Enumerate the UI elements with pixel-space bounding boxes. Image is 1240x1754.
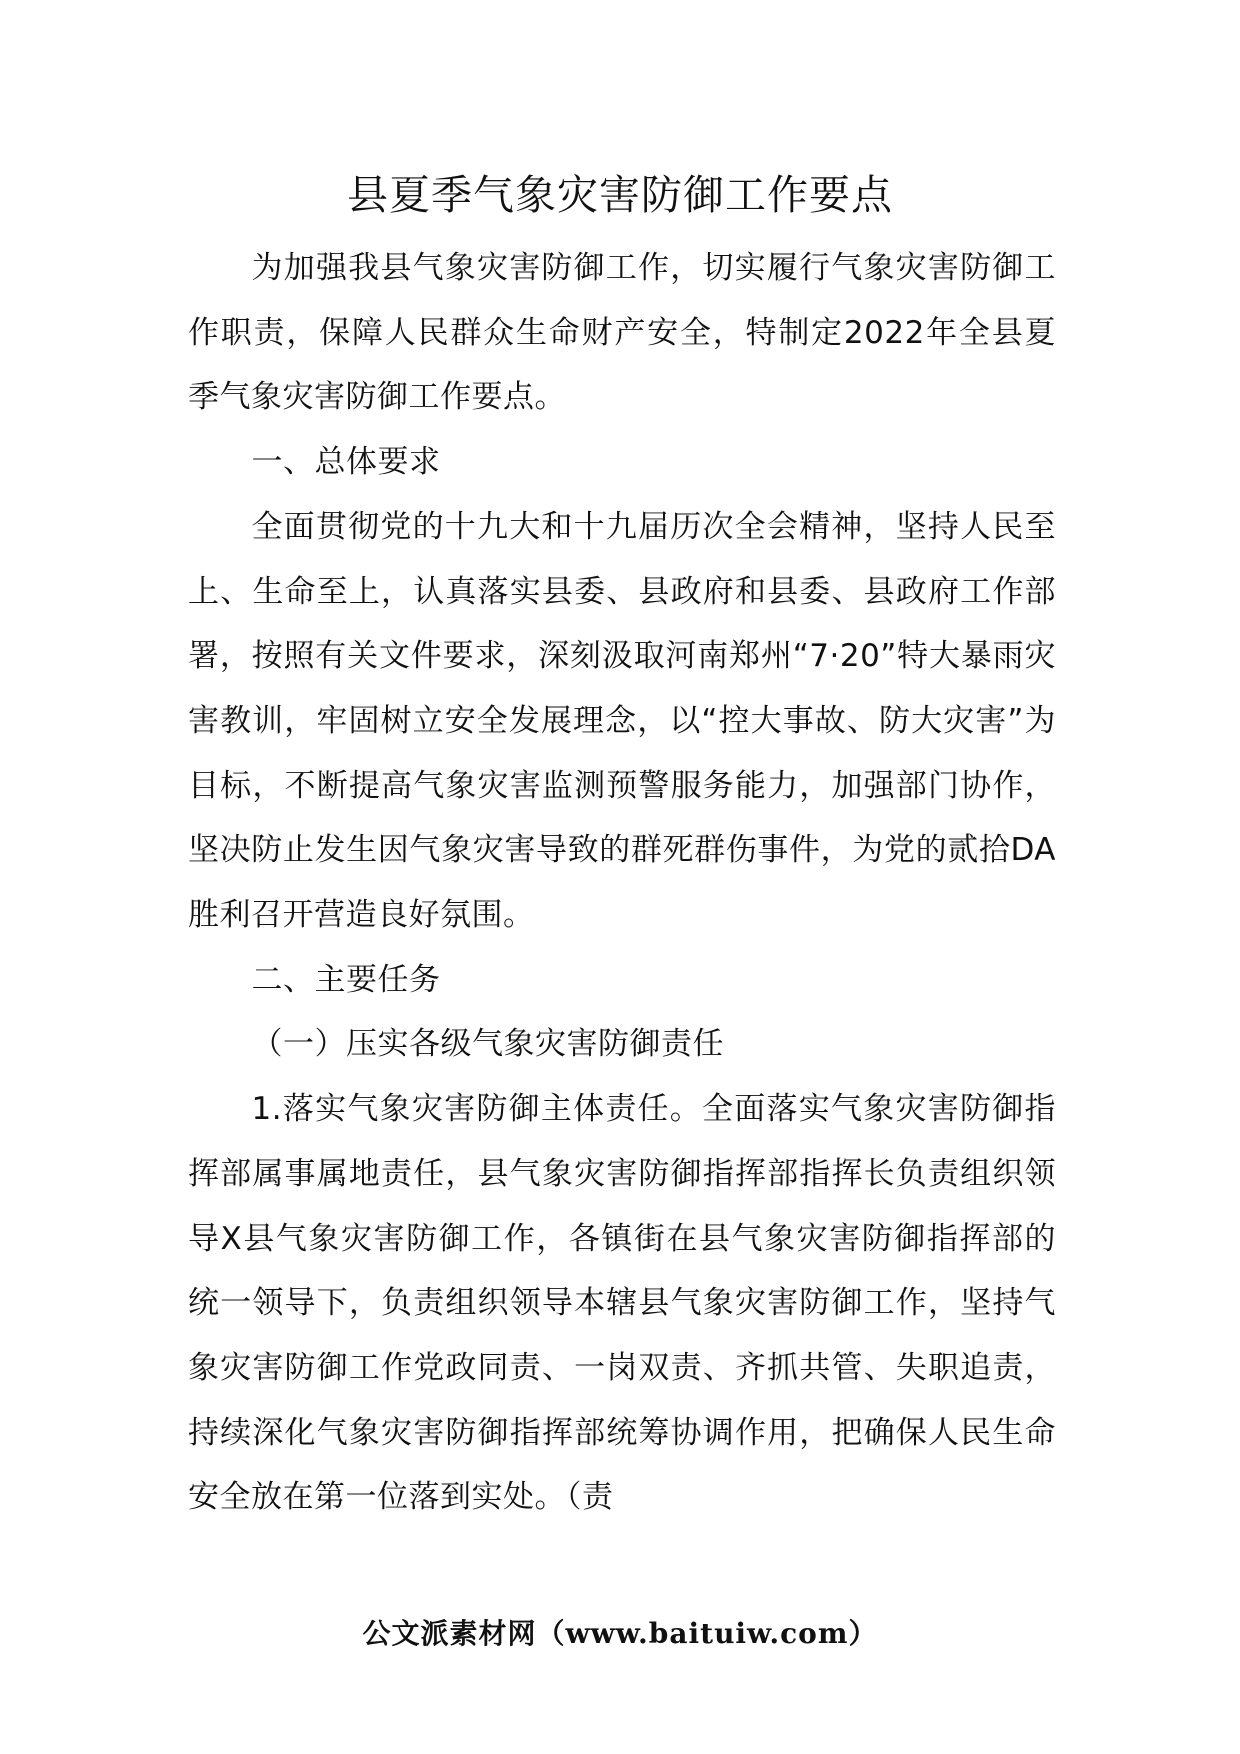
heading-general-requirements: 一、总体要求 — [251, 444, 441, 481]
paragraph-general-requirements: 全面贯彻党的十九大和十九届历次全会精神，坚持人民至上、生命至上，认真落实县委、县政府和县委、县政府工作部署，按照有关文件要求，深刻汲取河南郑州“7·20”特大暴雨灾害教训，牢固树立安全发展理念，以“控大事故、防大灾害”为目标，不断提高气象灾害监测预警服务能力，加强部门协作，坚决防止发生因气象灾害导致的群死群伤事件，为党的贰拾DA胜利召开营造良好氛围。 — [188, 508, 1056, 934]
footer-watermark: 公文派素材网（www.baituiw.com） — [362, 1617, 878, 1650]
document-body — [188, 236, 1056, 1530]
subheading-responsibility: （一）压实各级气象灾害防御责任 — [251, 1026, 725, 1063]
heading-main-tasks: 二、主要任务 — [251, 961, 441, 998]
document-title: 县夏季气象灾害防御工作要点 — [347, 171, 893, 219]
paragraph-main-responsibility: 1.落实气象灾害防御主体责任。全面落实气象灾害防御指挥部属事属地责任，县气象灾害防御指挥部指挥长负责组织领导X县气象灾害防御工作，各镇街在县气象灾害防御指挥部的统一领导下，负责组织领导本辖县气象灾害防御工作，坚持气象灾害防御工作党政同责、一岗双责、齐抓共管、失职追责，持续深化气象灾害防御指挥部统筹协调作用，把确保人民生命安全放在第一位落到实处。（责 — [188, 1091, 1056, 1516]
paragraph-intro: 为加强我县气象灾害防御工作，切实履行气象灾害防御工作职责，保障人民群众生命财产安全，特制定2022年全县夏季气象灾害防御工作要点。 — [188, 250, 1056, 416]
